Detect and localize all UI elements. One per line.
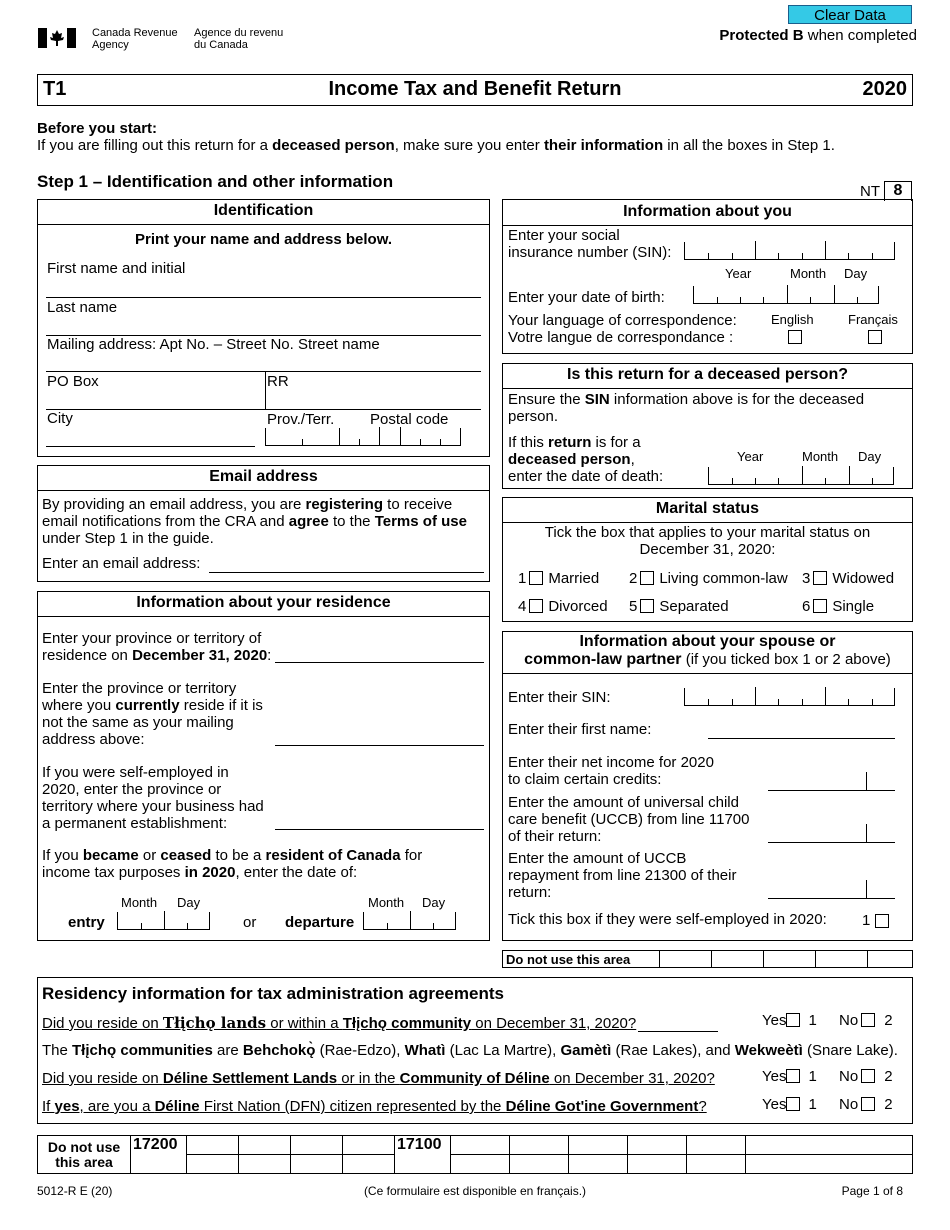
spouse-self-employed-checkbox[interactable] [875, 914, 889, 928]
death-day-label: Day [858, 449, 882, 464]
spouse-net-income-field[interactable] [768, 790, 895, 791]
identification-header: Identification [38, 200, 489, 225]
dfn-question: If yes, are you a Déline First Nation (DFN) citizen represented by the Déline Got'ine Government? [42, 1098, 707, 1115]
english-checkbox[interactable] [788, 330, 802, 344]
step1-title: Step 1 – Identification and other information [37, 172, 394, 191]
spouse-uccb-repayment-label: Enter the amount of UCCB repayment from line 21300 of their return: [508, 850, 737, 901]
net-income-cents-divider [866, 772, 867, 790]
spouse-sin-label: Enter their SIN: [508, 689, 611, 706]
agency-name-en [92, 27, 178, 51]
po-box-label: PO Box [47, 373, 99, 390]
sin-field[interactable] [684, 242, 895, 260]
form-title: Income Tax and Benefit Return [328, 78, 622, 100]
deline-question: Did you reside on Déline Settlement Lands or in the Community of Déline on December 31, 2020? [42, 1070, 715, 1087]
departure-day-label: Day [422, 895, 446, 910]
tlicho-question-line [638, 1031, 718, 1032]
identification-section [37, 199, 490, 457]
clear-data-button[interactable]: Clear Data [788, 5, 912, 24]
deceased-header: Is this return for a deceased person? [503, 364, 912, 389]
departure-label: departure [285, 914, 355, 931]
dob-year-label: Year [725, 266, 752, 281]
spouse-section [502, 631, 913, 941]
nt-value-box: 8 [884, 181, 912, 201]
deline-yes[interactable]: Yes 1 [762, 1068, 817, 1085]
language-label: Your language of correspondence: Votre langue de correspondance : [508, 312, 737, 346]
residence-q3: If you were self-employed in 2020, enter the province or territory where your business had a permanent establishment: [42, 764, 264, 832]
repayment-cents-divider [866, 880, 867, 898]
deceased-ensure-text: Ensure the SIN information above is for the deceased person. [508, 391, 865, 425]
po-rr-field[interactable] [46, 409, 481, 410]
last-name-label: Last name [47, 299, 118, 316]
about-you-section [502, 199, 913, 354]
entry-day-label: Day [177, 895, 201, 910]
dfn-yes[interactable]: Yes 1 [762, 1096, 817, 1113]
bottom-do-not-use-label: Do not use this area [38, 1136, 131, 1174]
marital-option-3[interactable]: 3 Widowed [802, 570, 895, 587]
spouse-sin-field[interactable] [684, 688, 895, 706]
form-code: T1 [43, 78, 67, 100]
dob-field[interactable] [693, 286, 879, 304]
tlicho-communities-info: The Tłįchǫ communities are Behchokǫ̀ (Rae-Edzo), Whatì (Lac La Martre), Gamètì (Rae Lakes), and Wekweètì (Snare Lake). [42, 1042, 898, 1059]
residence-q1: Enter your province or territory of residence on December 31, 2020: [42, 630, 272, 664]
entry-label: entry [68, 914, 105, 931]
prov-label: Prov./Terr. [267, 411, 335, 428]
postal-label: Postal code [370, 411, 449, 428]
email-header: Email address [38, 466, 489, 491]
spouse-self-employed-label: Tick this box if they were self-employed in 2020: [508, 911, 827, 928]
agency-fr-line2: du Canada [194, 39, 248, 51]
entry-month-label: Month [121, 895, 158, 910]
postal-code-field[interactable] [340, 428, 461, 446]
departure-date-field[interactable] [363, 912, 456, 930]
marital-option-5[interactable]: 5 Separated [629, 598, 729, 615]
dob-month-label: Month [790, 266, 827, 281]
tlicho-yes[interactable]: Yes 1 [762, 1012, 817, 1029]
deline-no[interactable]: No 2 [839, 1068, 893, 1085]
death-year-label: Year [737, 449, 764, 464]
prov-field[interactable] [265, 428, 340, 446]
nt-label: NT [860, 183, 880, 200]
marital-header: Marital status [503, 498, 912, 523]
deceased-date-label: If this return is for a deceased person, enter the date of death: [508, 434, 664, 485]
first-name-label: First name and initial [47, 260, 186, 277]
entry-date-field[interactable] [117, 912, 210, 930]
code-17200: 17200 [131, 1136, 187, 1174]
code-17100: 17100 [395, 1136, 451, 1174]
uccb-cents-divider [866, 824, 867, 842]
marital-option-1[interactable]: 1 Married [518, 570, 600, 587]
before-you-start [37, 120, 835, 154]
francais-label: Français [848, 312, 898, 327]
english-label: English [771, 312, 814, 327]
before-start-text: If you are filling out this return for a deceased person, make sure you enter their information in all the boxes in Step 1. [37, 137, 835, 154]
marital-section [502, 497, 913, 622]
residence-province-field[interactable] [275, 662, 484, 663]
residence-header: Information about your residence [38, 592, 489, 617]
or-label: or [243, 914, 257, 931]
francais-checkbox[interactable] [868, 330, 882, 344]
spouse-net-income-label: Enter their net income for 2020 to claim certain credits: [508, 754, 714, 788]
mailing-address-label: Mailing address: Apt No. – Street No. Street name [47, 336, 380, 353]
dob-label: Enter your date of birth: [508, 289, 665, 306]
page-number: Page 1 of 8 [841, 1184, 903, 1198]
title-bar [37, 74, 913, 106]
protected-b-label [719, 27, 917, 44]
tax-year: 2020 [862, 78, 907, 100]
city-field[interactable] [46, 446, 255, 447]
do-not-use-bar [502, 950, 913, 968]
marital-option-2[interactable]: 2 Living common-law [629, 570, 788, 587]
mailing-address-field[interactable] [46, 371, 481, 372]
dfn-no[interactable]: No 2 [839, 1096, 893, 1113]
email-consent-text: By providing an email address, you are registering to receive email notifications from the CRA and agree to the Terms of use under Step 1 in the guide. [42, 496, 467, 547]
death-month-label: Month [802, 449, 839, 464]
email-label: Enter an email address: [42, 555, 201, 572]
agency-name-fr [194, 27, 283, 51]
first-name-field[interactable] [46, 297, 481, 298]
residency-title: Residency information for tax administration agreements [42, 984, 504, 1003]
deceased-section [502, 363, 913, 489]
departure-month-label: Month [368, 895, 405, 910]
marital-instruction: Tick the box that applies to your marital status on December 31, 2020: [544, 524, 871, 558]
do-not-use-label: Do not use this area [503, 951, 660, 968]
about-you-header: Information about you [503, 201, 912, 226]
before-start-label: Before you start: [37, 120, 158, 137]
sin-label: Enter your social insurance number (SIN): [508, 227, 672, 261]
spouse-uccb-field[interactable] [768, 842, 895, 843]
tlicho-no[interactable]: No 2 [839, 1012, 893, 1029]
spouse-header: Information about your spouse or common-law partner (if you ticked box 1 or 2 above) [503, 632, 912, 674]
spouse-first-name-label: Enter their first name: [508, 721, 652, 738]
print-instruction: Print your name and address below. [134, 231, 392, 248]
residency-section [37, 977, 913, 1124]
protected-b: Protected B [719, 27, 804, 44]
residence-q2: Enter the province or territory where you currently reside if it is not the same as your mailing address above: [42, 680, 263, 748]
death-date-field[interactable] [708, 467, 894, 485]
city-label: City [47, 410, 73, 427]
agency-fr-line1: Agence du revenu [194, 27, 284, 39]
spouse-uccb-label: Enter the amount of universal child care benefit (UCCB) from line 11700 of their return: [508, 794, 750, 845]
email-section [37, 465, 490, 582]
residence-section [37, 591, 490, 941]
french-availability: (Ce formulaire est disponible en français.) [363, 1184, 587, 1198]
po-rr-divider [265, 371, 266, 409]
spouse-uccb-repayment-field[interactable] [768, 898, 895, 899]
rr-label: RR [267, 373, 289, 390]
agency-en-line2: Agency [92, 39, 129, 51]
canada-flag-icon [38, 28, 76, 48]
dob-day-label: Day [844, 266, 868, 281]
spouse-self-employed-num: 1 [862, 912, 871, 929]
form-id: 5012-R E (20) [37, 1184, 113, 1198]
tlicho-question: Did you reside on Tłįchǫ lands or within a Tłįchǫ community on December 31, 2020? [42, 1014, 637, 1032]
spouse-first-name-field[interactable] [708, 738, 895, 739]
business-province-field[interactable] [275, 829, 484, 830]
agency-en-line1: Canada Revenue [92, 27, 178, 39]
residence-q4: If you became or ceased to be a resident of Canada for income tax purposes in 2020, enter the date of: [42, 847, 423, 881]
email-field[interactable] [209, 572, 484, 573]
marital-option-4[interactable]: 4 Divorced [518, 598, 608, 615]
marital-option-6[interactable]: 6 Single [802, 598, 875, 615]
bottom-do-not-use-table [37, 1135, 913, 1174]
current-province-field[interactable] [275, 745, 484, 746]
protected-rest: when completed [803, 27, 917, 44]
